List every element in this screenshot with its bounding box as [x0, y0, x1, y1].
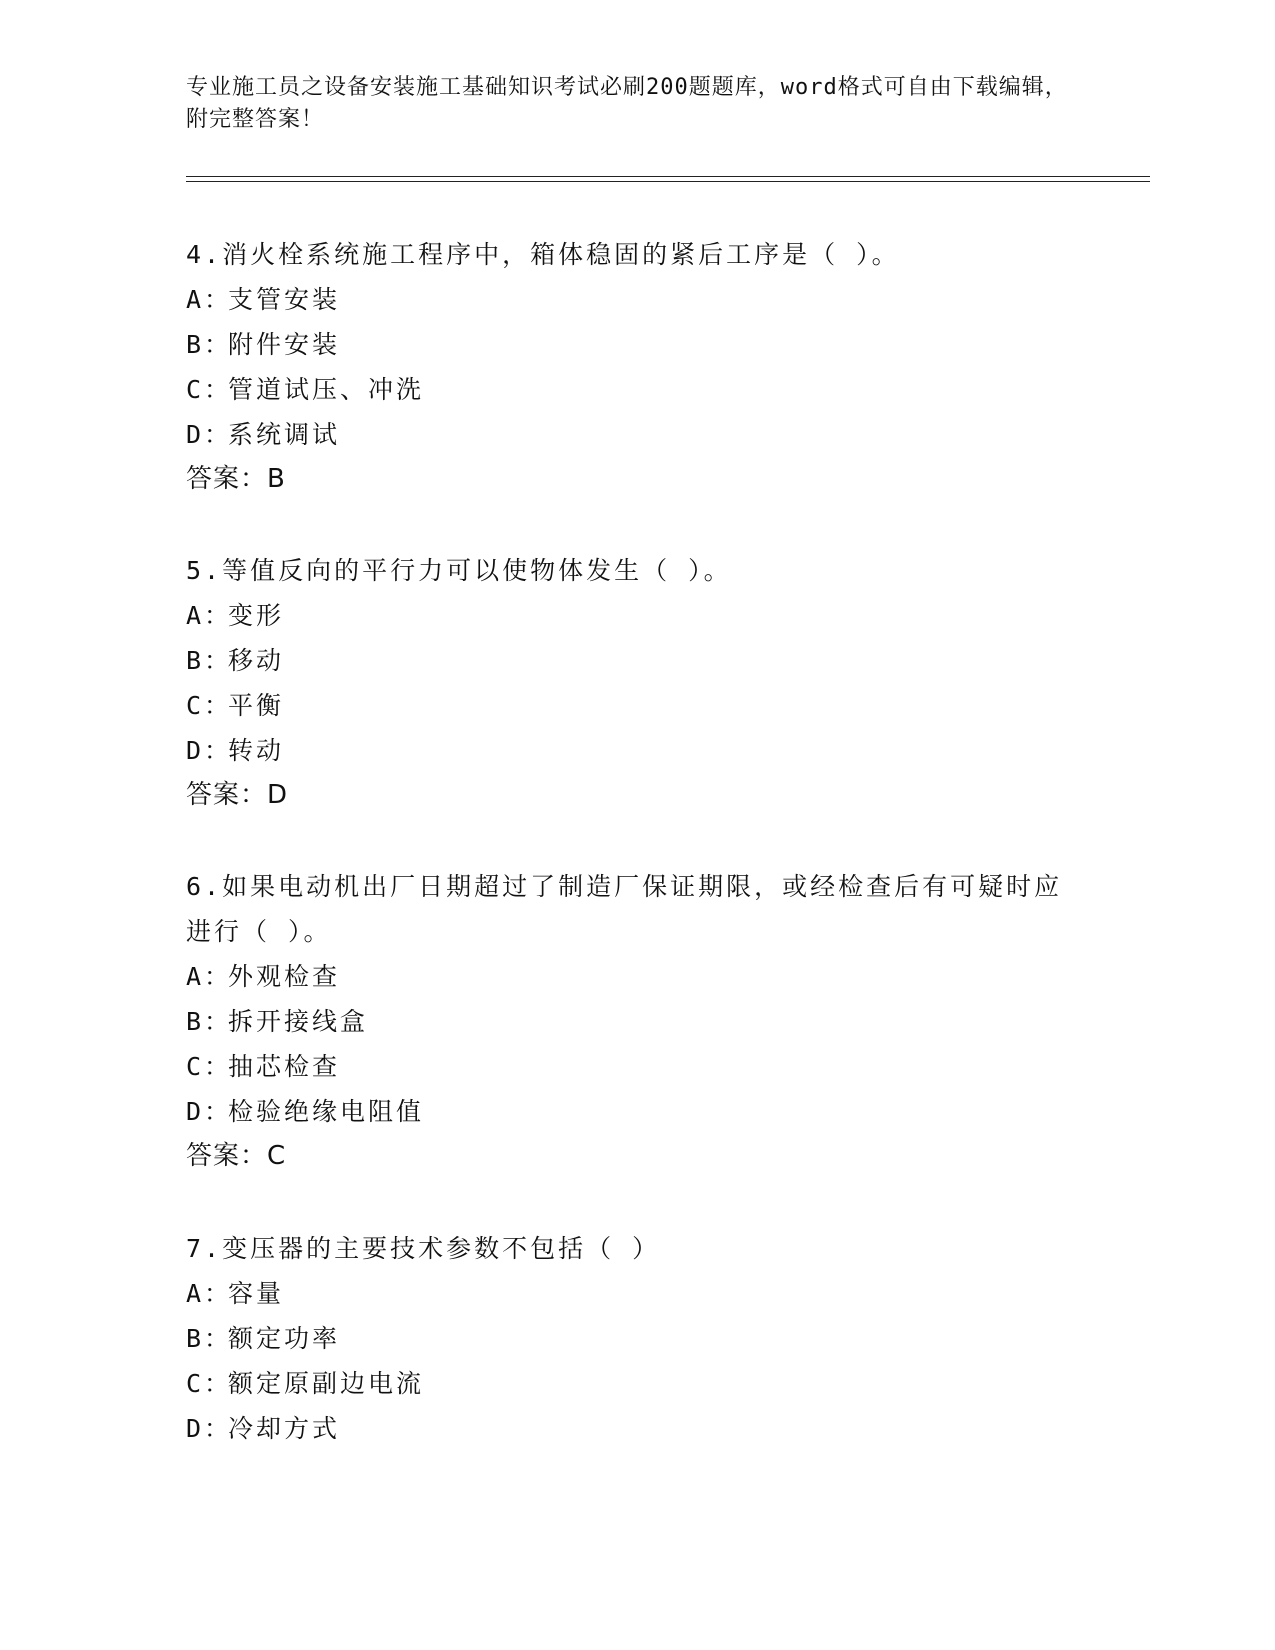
option-letter: A：: [186, 962, 233, 991]
header-rule-top: [186, 176, 1150, 177]
option-text: 冷却方式: [228, 1414, 341, 1443]
option-letter: A：: [186, 601, 233, 630]
option-d: [186, 1089, 1066, 1134]
option-text: 转动: [228, 736, 285, 765]
option-letter: C：: [186, 1369, 233, 1398]
option-text: 容量: [228, 1279, 285, 1308]
option-text: 抽芯检查: [228, 1052, 341, 1081]
answer-line: 答案：D: [186, 780, 289, 810]
option-c: [186, 1044, 1066, 1089]
option-a: [186, 277, 1066, 322]
option-text: 平衡: [228, 691, 285, 720]
question-4: [186, 232, 1066, 502]
question-6: [186, 864, 1066, 1179]
option-a: [186, 1271, 1066, 1316]
question-5: [186, 548, 1066, 818]
option-letter: B：: [186, 646, 233, 675]
option-text: 管道试压、冲洗: [228, 375, 425, 404]
option-letter: A：: [186, 285, 233, 314]
option-letter: B：: [186, 1007, 233, 1036]
option-text: 额定原副边电流: [228, 1369, 425, 1398]
option-letter: C：: [186, 691, 233, 720]
option-text: 额定功率: [228, 1324, 341, 1353]
document-header: 专业施工员之设备安装施工基础知识考试必刷200题题库，word格式可自由下载编辑，附完整答案！: [186, 75, 1068, 132]
option-text: 变形: [228, 601, 285, 630]
option-letter: D：: [186, 1097, 233, 1126]
option-text: 系统调试: [228, 420, 341, 449]
option-text: 拆开接线盒: [228, 1007, 369, 1036]
option-letter: D：: [186, 1414, 233, 1443]
question-7: [186, 1226, 1066, 1451]
option-letter: D：: [186, 736, 233, 765]
option-c: [186, 1361, 1066, 1406]
option-b: [186, 638, 1066, 683]
answer-line: 答案：B: [186, 464, 286, 494]
option-letter: B：: [186, 330, 233, 359]
question-stem: 7.变压器的主要技术参数不包括（ ）: [186, 1234, 661, 1263]
option-text: 移动: [228, 646, 285, 675]
question-stem: 4.消火栓系统施工程序中，箱体稳固的紧后工序是（ ）。: [186, 240, 900, 269]
option-letter: D：: [186, 420, 233, 449]
option-text: 检验绝缘电阻值: [228, 1097, 425, 1126]
option-letter: C：: [186, 375, 233, 404]
option-c: [186, 367, 1066, 412]
option-b: [186, 1316, 1066, 1361]
option-letter: A：: [186, 1279, 233, 1308]
option-letter: B：: [186, 1324, 233, 1353]
option-text: 附件安装: [228, 330, 341, 359]
option-d: [186, 412, 1066, 457]
answer-line: 答案：C: [186, 1141, 287, 1171]
option-c: [186, 683, 1066, 728]
option-a: [186, 593, 1066, 638]
header-rule-bottom: [186, 181, 1150, 182]
option-d: [186, 1406, 1066, 1451]
option-text: 支管安装: [228, 285, 341, 314]
option-d: [186, 728, 1066, 773]
option-letter: C：: [186, 1052, 233, 1081]
option-text: 外观检查: [228, 962, 341, 991]
question-stem: 6.如果电动机出厂日期超过了制造厂保证期限，或经检查后有可疑时应进行（ ）。: [186, 872, 1063, 946]
option-b: [186, 999, 1066, 1044]
question-stem: 5.等值反向的平行力可以使物体发生（ ）。: [186, 556, 732, 585]
option-a: [186, 954, 1066, 999]
option-b: [186, 322, 1066, 367]
